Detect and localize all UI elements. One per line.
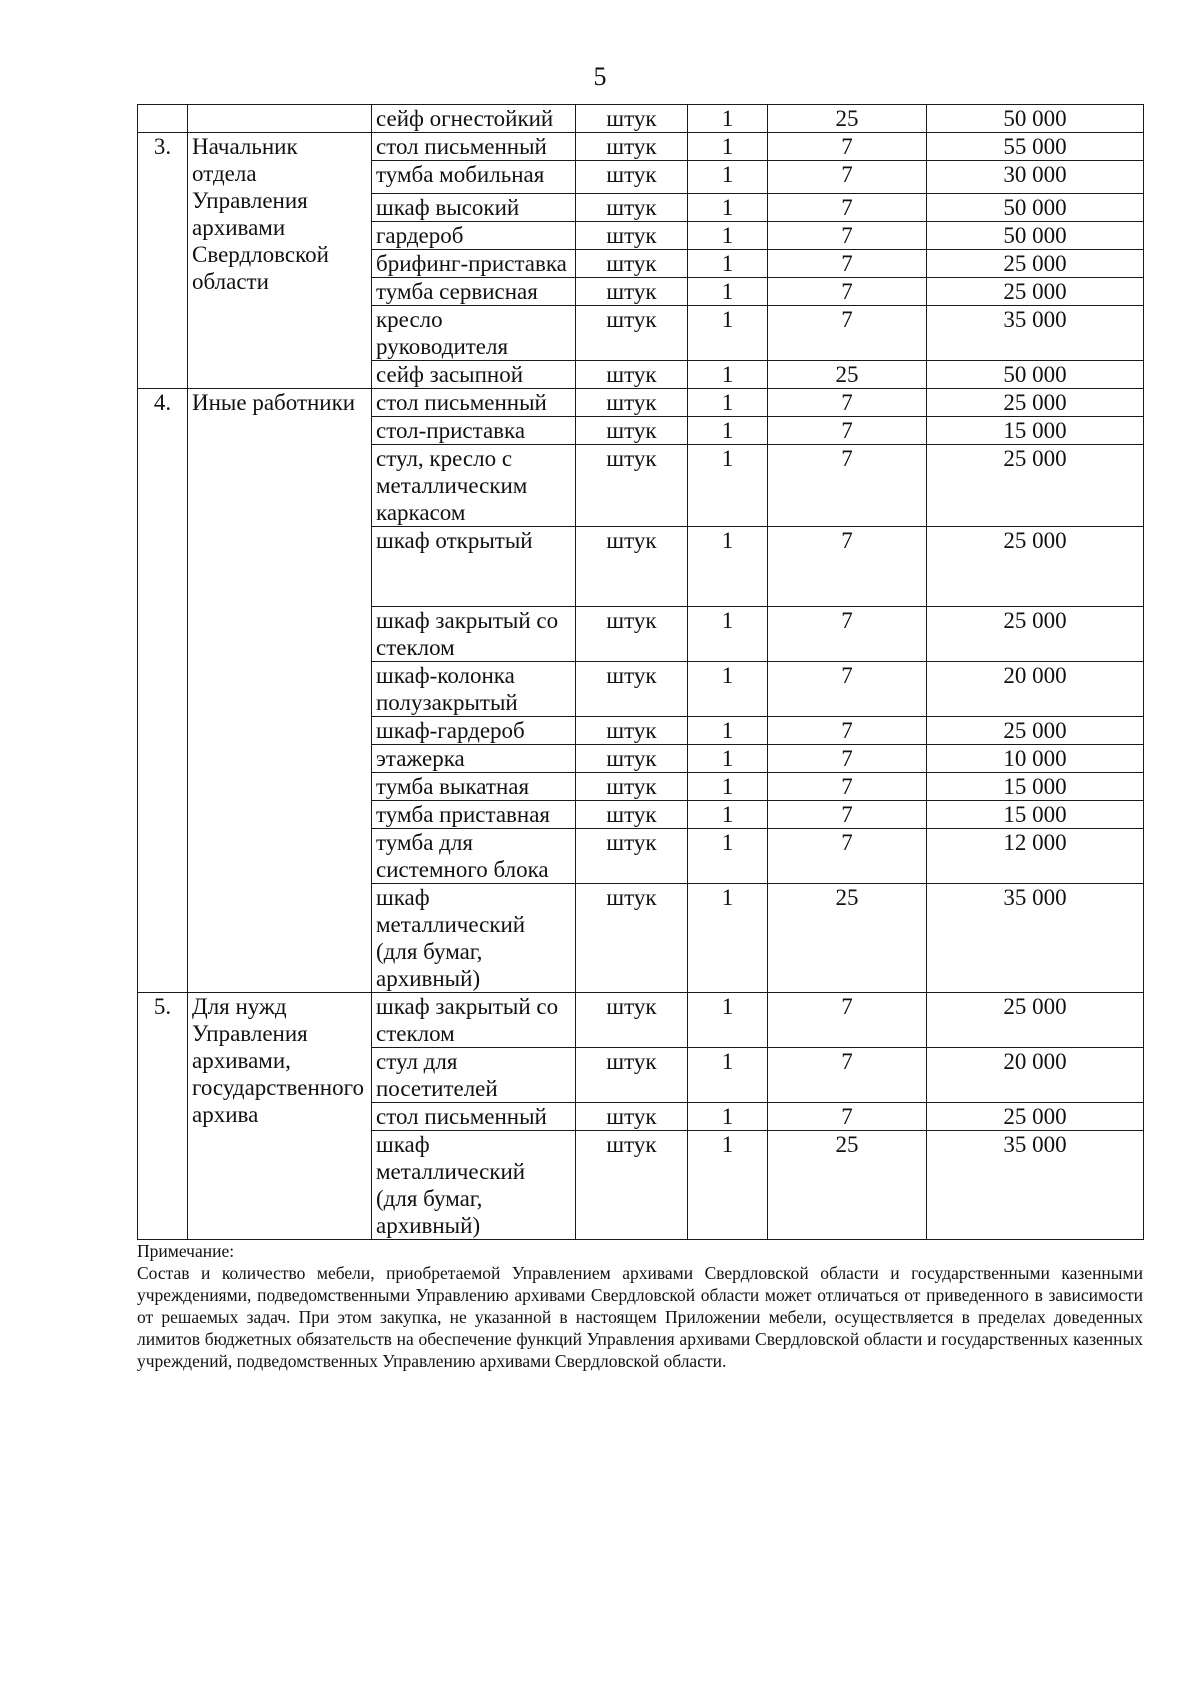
item-service-years: 25	[768, 361, 927, 389]
item-service-years: 7	[768, 1103, 927, 1131]
item-price: 35 000	[927, 306, 1144, 361]
item-price: 55 000	[927, 133, 1144, 161]
item-unit: штук	[576, 278, 688, 306]
item-service-years: 7	[768, 306, 927, 361]
item-price: 50 000	[927, 222, 1144, 250]
group-position	[188, 105, 372, 133]
note-block	[137, 1240, 1143, 1372]
group-number	[138, 105, 188, 133]
item-service-years: 7	[768, 1048, 927, 1103]
item-name: шкаф металлический (для бумаг, архивный)	[372, 884, 576, 993]
item-name: шкаф открытый	[372, 527, 576, 607]
item-quantity: 1	[688, 417, 768, 445]
item-price: 50 000	[927, 194, 1144, 222]
item-name: стол письменный	[372, 1103, 576, 1131]
item-price: 20 000	[927, 662, 1144, 717]
item-price: 25 000	[927, 250, 1144, 278]
item-name: шкаф-колонка полузакрытый	[372, 662, 576, 717]
group-number: 4.	[138, 389, 188, 993]
item-service-years: 7	[768, 161, 927, 194]
item-price: 25 000	[927, 527, 1144, 607]
item-quantity: 1	[688, 445, 768, 527]
item-unit: штук	[576, 801, 688, 829]
item-service-years: 7	[768, 250, 927, 278]
item-quantity: 1	[688, 717, 768, 745]
item-price: 15 000	[927, 417, 1144, 445]
item-price: 25 000	[927, 278, 1144, 306]
item-unit: штук	[576, 361, 688, 389]
item-service-years: 7	[768, 445, 927, 527]
item-quantity: 1	[688, 773, 768, 801]
item-name: брифинг-приставка	[372, 250, 576, 278]
note-text: Состав и количество мебели, приобретаемой Управлением архивами Свердловской области и государственными казенными учреждениями, подведомственными Управлению архивами Свердловской области может отличаться от приведенного в зависимости от решаемых задач. При этом закупка, не указанной в настоящем Приложении мебели, осуществляется в пределах доведенных лимитов бюджетных обязательств на обеспечение функций Управления архивами Свердловской области и государственных казенных учреждений, подведомственных Управлению архивами Свердловской области.	[137, 1263, 1143, 1371]
item-service-years: 7	[768, 773, 927, 801]
item-service-years: 7	[768, 389, 927, 417]
item-service-years: 7	[768, 133, 927, 161]
item-name: сейф засыпной	[372, 361, 576, 389]
item-unit: штук	[576, 993, 688, 1048]
item-service-years: 7	[768, 222, 927, 250]
item-price: 25 000	[927, 445, 1144, 527]
item-name: тумба приставная	[372, 801, 576, 829]
item-unit: штук	[576, 1103, 688, 1131]
item-price: 10 000	[927, 745, 1144, 773]
item-unit: штук	[576, 773, 688, 801]
item-service-years: 7	[768, 717, 927, 745]
item-unit: штук	[576, 745, 688, 773]
item-unit: штук	[576, 161, 688, 194]
item-service-years: 7	[768, 527, 927, 607]
item-quantity: 1	[688, 884, 768, 993]
table-row	[138, 993, 1144, 1048]
item-name: стол письменный	[372, 133, 576, 161]
item-name: шкаф-гардероб	[372, 717, 576, 745]
item-name: тумба мобильная	[372, 161, 576, 194]
item-quantity: 1	[688, 222, 768, 250]
item-name: стул для посетителей	[372, 1048, 576, 1103]
table-body	[138, 105, 1144, 1240]
item-name: тумба для системного блока	[372, 829, 576, 884]
item-name: этажерка	[372, 745, 576, 773]
group-position: Иные работники	[188, 389, 372, 993]
item-name: шкаф металлический (для бумаг, архивный)	[372, 1131, 576, 1240]
group-position: Для нужд Управления архивами, государственного архива	[188, 993, 372, 1240]
furniture-table	[137, 104, 1144, 1240]
table-row	[138, 389, 1144, 417]
item-unit: штук	[576, 527, 688, 607]
item-name: гардероб	[372, 222, 576, 250]
item-quantity: 1	[688, 105, 768, 133]
item-name: тумба сервисная	[372, 278, 576, 306]
item-price: 12 000	[927, 829, 1144, 884]
item-service-years: 7	[768, 417, 927, 445]
item-unit: штук	[576, 1131, 688, 1240]
item-quantity: 1	[688, 161, 768, 194]
item-price: 35 000	[927, 884, 1144, 993]
item-unit: штук	[576, 222, 688, 250]
item-service-years: 7	[768, 993, 927, 1048]
item-unit: штук	[576, 389, 688, 417]
item-service-years: 25	[768, 1131, 927, 1240]
item-name: сейф огнестойкий	[372, 105, 576, 133]
note-title: Примечание:	[137, 1241, 235, 1261]
item-price: 25 000	[927, 993, 1144, 1048]
item-price: 15 000	[927, 801, 1144, 829]
item-unit: штук	[576, 445, 688, 527]
item-unit: штук	[576, 829, 688, 884]
item-quantity: 1	[688, 194, 768, 222]
item-name: стул, кресло с металлическим каркасом	[372, 445, 576, 527]
item-unit: штук	[576, 105, 688, 133]
item-price: 20 000	[927, 1048, 1144, 1103]
item-quantity: 1	[688, 389, 768, 417]
item-quantity: 1	[688, 745, 768, 773]
item-service-years: 7	[768, 278, 927, 306]
item-name: шкаф закрытый со стеклом	[372, 607, 576, 662]
item-name: шкаф закрытый со стеклом	[372, 993, 576, 1048]
item-quantity: 1	[688, 801, 768, 829]
group-position: Начальник отдела Управления архивами Свердловской области	[188, 133, 372, 389]
item-service-years: 7	[768, 662, 927, 717]
item-unit: штук	[576, 306, 688, 361]
item-unit: штук	[576, 194, 688, 222]
item-service-years: 7	[768, 607, 927, 662]
item-service-years: 25	[768, 884, 927, 993]
item-unit: штук	[576, 884, 688, 993]
item-quantity: 1	[688, 133, 768, 161]
item-price: 15 000	[927, 773, 1144, 801]
item-price: 25 000	[927, 389, 1144, 417]
item-name: шкаф высокий	[372, 194, 576, 222]
item-price: 50 000	[927, 361, 1144, 389]
item-quantity: 1	[688, 1131, 768, 1240]
item-quantity: 1	[688, 1103, 768, 1131]
item-unit: штук	[576, 250, 688, 278]
item-quantity: 1	[688, 993, 768, 1048]
item-quantity: 1	[688, 607, 768, 662]
item-quantity: 1	[688, 278, 768, 306]
item-name: стол-приставка	[372, 417, 576, 445]
item-service-years: 25	[768, 105, 927, 133]
item-unit: штук	[576, 417, 688, 445]
item-quantity: 1	[688, 250, 768, 278]
item-service-years: 7	[768, 745, 927, 773]
item-unit: штук	[576, 662, 688, 717]
item-service-years: 7	[768, 194, 927, 222]
item-quantity: 1	[688, 306, 768, 361]
group-number: 5.	[138, 993, 188, 1240]
item-price: 25 000	[927, 717, 1144, 745]
group-number: 3.	[138, 133, 188, 389]
item-unit: штук	[576, 1048, 688, 1103]
item-name: стол письменный	[372, 389, 576, 417]
item-quantity: 1	[688, 527, 768, 607]
item-quantity: 1	[688, 1048, 768, 1103]
item-price: 50 000	[927, 105, 1144, 133]
item-service-years: 7	[768, 801, 927, 829]
item-unit: штук	[576, 607, 688, 662]
page-number: 5	[593, 62, 607, 91]
item-quantity: 1	[688, 829, 768, 884]
table-row	[138, 105, 1144, 133]
item-quantity: 1	[688, 361, 768, 389]
item-unit: штук	[576, 717, 688, 745]
item-price: 25 000	[927, 1103, 1144, 1131]
item-price: 35 000	[927, 1131, 1144, 1240]
item-price: 30 000	[927, 161, 1144, 194]
item-unit: штук	[576, 133, 688, 161]
item-name: кресло руководителя	[372, 306, 576, 361]
item-service-years: 7	[768, 829, 927, 884]
item-quantity: 1	[688, 662, 768, 717]
item-name: тумба выкатная	[372, 773, 576, 801]
table-row	[138, 133, 1144, 161]
item-price: 25 000	[927, 607, 1144, 662]
